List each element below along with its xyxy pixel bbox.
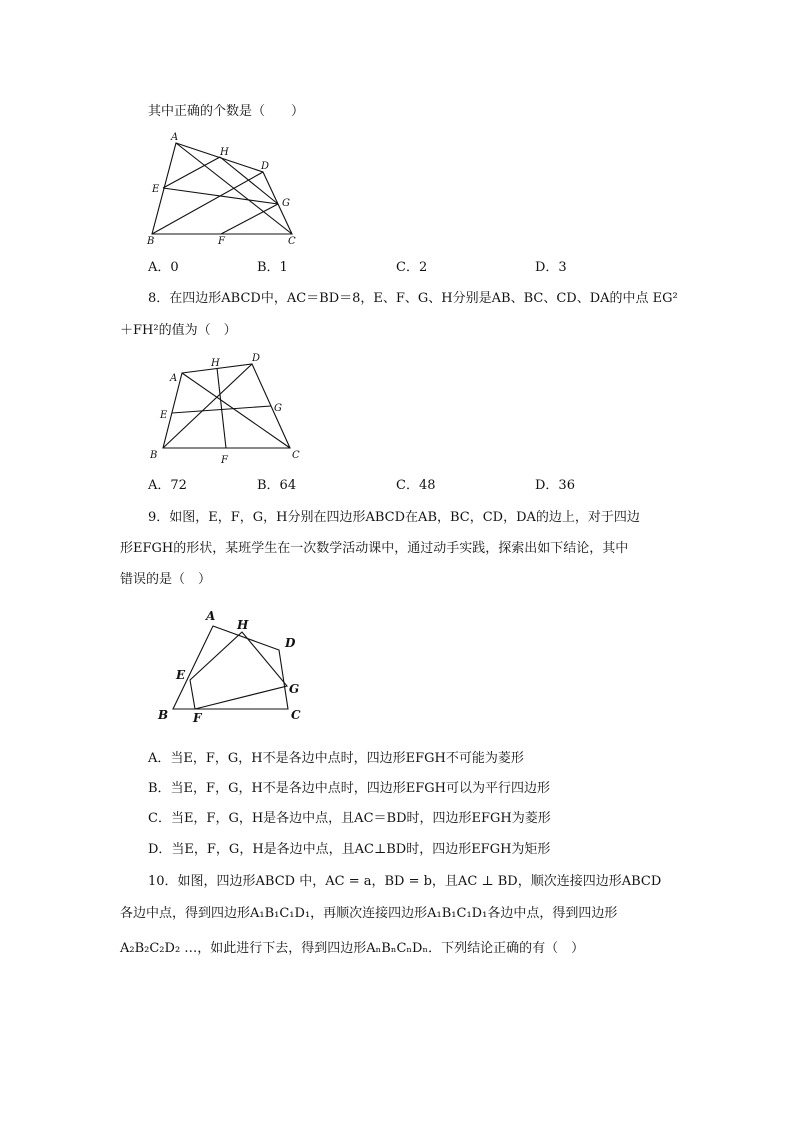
q10-stem-line-1: 10．如图，四边形ABCD 中，AC = a，BD = b，且AC ⊥ BD，顺次连接四边形ABCD [148, 874, 662, 889]
q9-label-B: B [158, 708, 169, 722]
q9-label-C: C [291, 708, 301, 722]
q8-label-G: G [274, 403, 282, 414]
q7-option-b: B．1 [257, 260, 288, 275]
q7-option-a: A．0 [148, 260, 179, 275]
q8-label-H: H [211, 358, 220, 369]
q9-stem-line-1: 9．如图，E，F，G，H分别在四边形ABCD在AB，BC，CD，DA的边上，对于四边 [148, 510, 640, 525]
q7-stem-tail: 其中正确的个数是（ ） [148, 104, 305, 119]
q8-option-c: C．48 [396, 478, 436, 493]
q7-label-A: A [171, 132, 179, 143]
q7-label-C: C [288, 236, 296, 247]
q9-option-a: A．当E，F，G，H不是各边中点时，四边形EFGH不可能为菱形 [148, 751, 524, 766]
q9-option-d: D．当E，F，G，H是各边中点，且AC⊥BD时，四边形EFGH为矩形 [148, 842, 551, 857]
q8-label-D: D [252, 353, 261, 364]
q9-label-D: D [285, 636, 296, 650]
q7-option-c: C．2 [396, 260, 428, 275]
q7-label-F: F [218, 236, 225, 247]
q9-option-b: B．当E，F，G，H不是各边中点时，四边形EFGH可以为平行四边形 [148, 781, 551, 796]
q10-stem-line-3: A₂B₂C₂D₂ …，如此进行下去，得到四边形AₙBₙCₙDₙ．下列结论正确的有（ ） [120, 941, 585, 956]
q8-stem-line-2: ＋FH²的值为（ ） [120, 323, 237, 338]
q9-stem-line-2: 形EFGH的形状，某班学生在一次数学活动课中，通过动手实践，探索出如下结论，其中 [120, 541, 629, 556]
q9-label-H: H [237, 618, 249, 632]
q8-label-B: B [150, 450, 158, 461]
q8-label-C: C [292, 450, 300, 461]
q7-option-d: D．3 [535, 260, 567, 275]
q8-option-d: D．36 [535, 478, 575, 493]
q9-label-F: F [193, 711, 202, 725]
q10-stem-line-2: 各边中点，得到四边形A₁B₁C₁D₁，再顺次连接四边形A₁B₁C₁D₁各边中点，得到四边形 [120, 906, 618, 921]
q9-label-E: E [176, 668, 186, 682]
q7-label-G: G [282, 198, 290, 209]
q8-option-b: B．64 [257, 478, 297, 493]
q8-stem-line-1: 8．在四边形ABCD中，AC＝BD＝8，E、F、G、H分别是AB、BC、CD、DA的中点 EG² [148, 291, 678, 306]
q7-label-D: D [261, 161, 270, 172]
q9-label-G: G [289, 682, 300, 696]
q8-label-E: E [160, 410, 168, 421]
q8-label-F: F [221, 455, 228, 466]
q9-label-A: A [206, 609, 216, 623]
q9-option-c: C．当E，F，G，H是各边中点，且AC＝BD时，四边形EFGH为菱形 [148, 811, 551, 826]
q7-label-B: B [147, 236, 155, 247]
q8-label-A: A [170, 373, 178, 384]
q9-stem-line-3: 错误的是（ ） [120, 572, 212, 587]
q7-label-H: H [220, 147, 229, 158]
q7-label-E: E [152, 184, 160, 195]
q8-option-a: A．72 [148, 478, 187, 493]
